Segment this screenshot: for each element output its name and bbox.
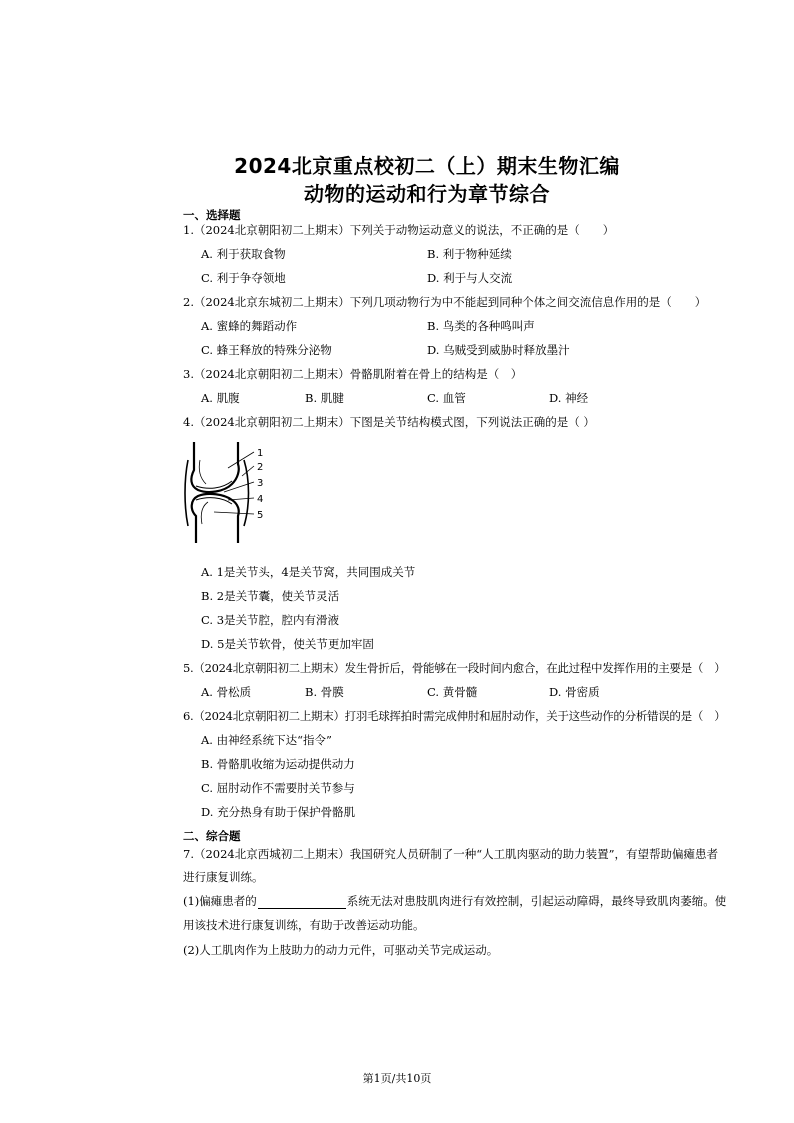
section-comprehensive-heading: 二、综合题 [183, 829, 241, 843]
question-4-option-c: C. 3是关节腔，腔内有滑液 [201, 613, 340, 627]
question-3-option-c: C. 血管 [427, 391, 466, 405]
question-2-option-a: A. 蜜蜂的舞蹈动作 [201, 319, 298, 333]
leader-line-5 [214, 512, 254, 514]
question-7-part1-prefix: (1)偏瘫患者的 [183, 894, 257, 908]
question-7-part1-line2: 用该技术进行康复训练，有助于改善运动功能。 [183, 918, 425, 932]
answer-blank[interactable] [258, 896, 346, 909]
question-4-option-d: D. 5是关节软骨，使关节更加牢固 [201, 637, 374, 651]
question-7-part1-line1 [183, 893, 726, 909]
question-1-option-b: B. 利于物种延续 [427, 247, 512, 261]
diagram-label-5: 5 [257, 510, 264, 521]
question-6-option-c: C. 屈肘动作不需要肘关节参与 [201, 781, 355, 795]
question-2-option-d: D. 乌贼受到威胁时释放墨汁 [427, 343, 570, 357]
diagram-label-4: 4 [257, 494, 264, 505]
page-footer: 第1页/共10页 [362, 1072, 432, 1085]
question-1-option-a: A. 利于获取食物 [201, 247, 286, 261]
question-7-part1-suffix: 系统无法对患肢肌肉进行有效控制，引起运动障碍，最终导致肌肉萎缩。使 [346, 894, 727, 908]
question-7-part2: (2)人工肌肉作为上肢助力的动力元件，可驱动关节完成运动。 [183, 943, 499, 957]
question-5-option-a: A. 骨松质 [201, 685, 252, 699]
question-7-stem-line2: 进行康复训练。 [183, 870, 264, 884]
question-2-option-b: B. 鸟类的各种鸣叫声 [427, 319, 535, 333]
page-title: 2024北京重点校初二（上）期末生物汇编 [234, 154, 620, 178]
question-3-stem: 3.（2024北京朝阳初二上期末）骨骼肌附着在骨上的结构是（ ） [183, 367, 523, 381]
question-7-stem-line1: 7.（2024北京西城初二上期末）我国研究人员研制了一种“人工肌肉驱动的助力装置”，有望帮助偏瘫患者 [183, 847, 718, 861]
question-3-option-d: D. 神经 [549, 391, 589, 405]
question-6-option-d: D. 充分热身有助于保护骨骼肌 [201, 805, 356, 819]
question-1-option-d: D. 利于与人交流 [427, 271, 513, 285]
diagram-label-1: 1 [257, 448, 264, 459]
leader-line-1 [228, 452, 254, 468]
question-6-option-a: A. 由神经系统下达“指令” [201, 733, 332, 747]
diagram-label-2: 2 [257, 462, 264, 473]
question-4-option-b: B. 2是关节囊，使关节灵活 [201, 589, 340, 603]
question-3-option-a: A. 肌腹 [201, 391, 240, 405]
question-1-option-c: C. 利于争夺领地 [201, 271, 286, 285]
question-2-stem: 2.（2024北京东城初二上期末）下列几项动物行为中不能起到同种个体之间交流信息作用的是（ ） [183, 295, 707, 309]
question-5-option-c: C. 黄骨髓 [427, 685, 478, 699]
question-2-option-c: C. 蜂王释放的特殊分泌物 [201, 343, 332, 357]
question-5-option-b: B. 骨膜 [305, 685, 344, 699]
question-5-option-d: D. 骨密质 [549, 685, 600, 699]
joint-structure-diagram [184, 440, 274, 545]
question-1-stem: 1.（2024北京朝阳初二上期末）下列关于动物运动意义的说法，不正确的是（ ） [183, 223, 615, 237]
section-choice-heading: 一、选择题 [183, 208, 241, 222]
page-subtitle: 动物的运动和行为章节综合 [304, 182, 550, 206]
question-4-option-a: A. 1是关节头，4是关节窝，共同围成关节 [201, 565, 416, 579]
question-6-option-b: B. 骨骼肌收缩为运动提供动力 [201, 757, 355, 771]
question-6-stem: 6.（2024北京朝阳初二上期末）打羽毛球挥拍时需完成伸肘和屈肘动作，关于这些动作的分析错误的是（ ） [183, 709, 726, 723]
question-4-stem: 4.（2024北京朝阳初二上期末）下图是关节结构模式图，下列说法正确的是（ ） [183, 415, 595, 429]
question-3-option-b: B. 肌腱 [305, 391, 344, 405]
diagram-label-3: 3 [257, 478, 264, 489]
question-5-stem: 5.（2024北京朝阳初二上期末）发生骨折后，骨能够在一段时间内愈合，在此过程中发挥作用的主要是（ ） [183, 661, 726, 675]
